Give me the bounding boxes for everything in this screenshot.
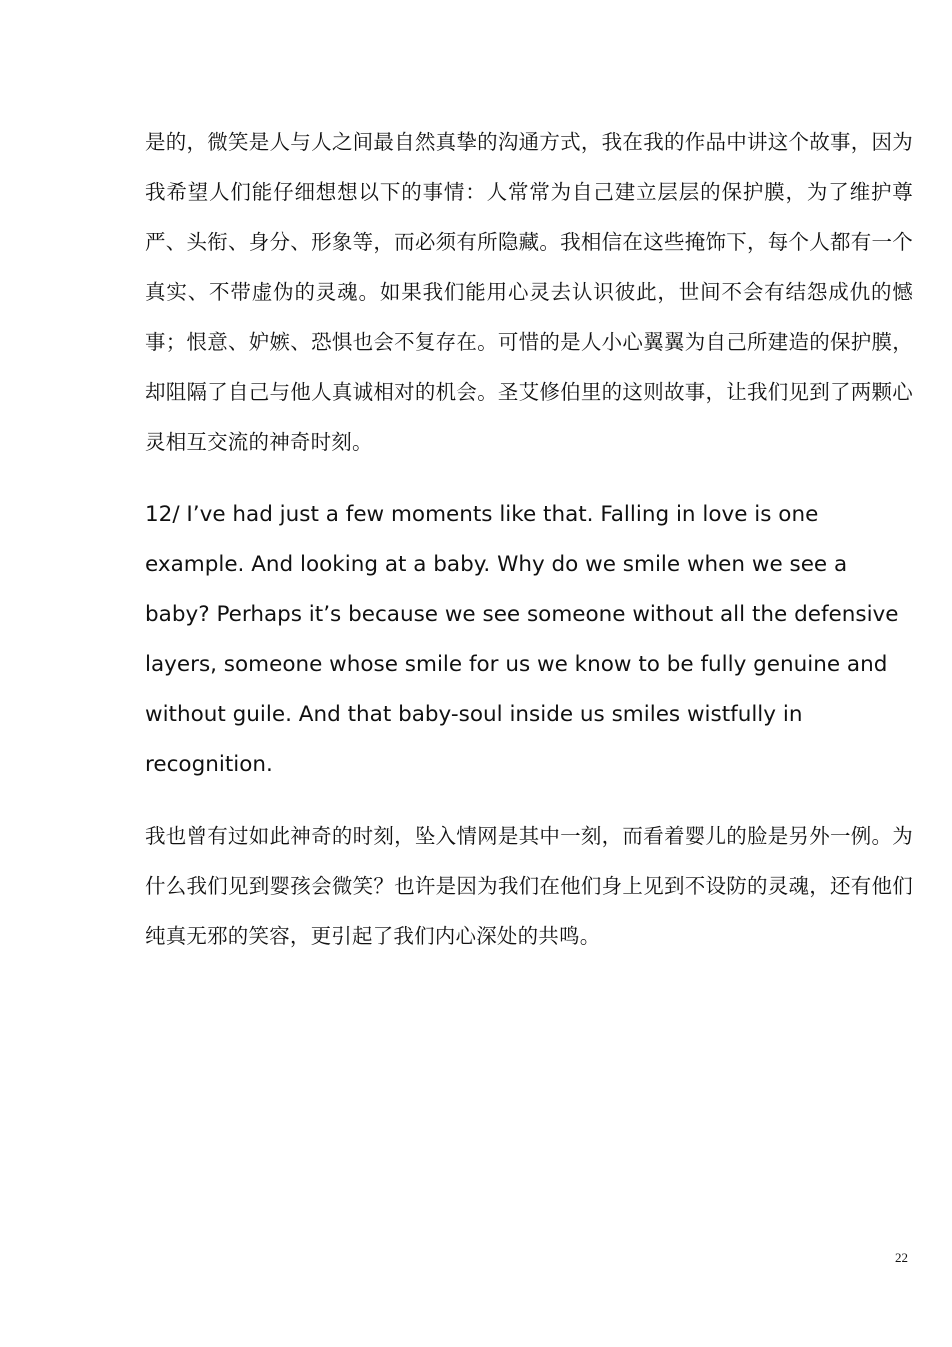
paragraph-chinese-1: 是的，微笑是人与人之间最自然真挚的沟通方式，我在我的作品中讲这个故事，因为我希望人们能仔细想想以下的事情：人常常为自己建立层层的保护膜，为了维护尊严、头衔、身分、形象等，而必须有所隐藏。我相信在这些掩饰下，每个人都有一个真实、不带虚伪的灵魂。如果我们能用心灵去认识彼此，世间不会有结怨成仇的憾事；恨意、妒嫉、恐惧也会不复存在。可惜的是人小心翼翼为自己所建造的保护膜，却阻隔了自己与他人真诚相对的机会。圣艾修伯里的这则故事，让我们见到了两颗心灵相互交流的神奇时刻。	[145, 130, 913, 454]
page-number: 22	[895, 1250, 908, 1265]
paragraph-chinese-2: 我也曾有过如此神奇的时刻，坠入情网是其中一刻，而看着婴儿的脸是另外一例。为什么我们见到婴孩会微笑？也许是因为我们在他们身上见到不设防的灵魂，还有他们纯真无邪的笑容，更引起了我们内心深处的共鸣。	[145, 824, 913, 948]
paragraph-english-12: 12/ I’ve had just a few moments like that. Falling in love is one example. And looking at a baby. Why do we smile when we see a baby? Perhaps it’s because we see someone without all the defensive layers, someone whose smile for us we know to be fully genuine and without guile. And that baby-soul inside us smiles wistfully in recognition.	[145, 502, 899, 777]
